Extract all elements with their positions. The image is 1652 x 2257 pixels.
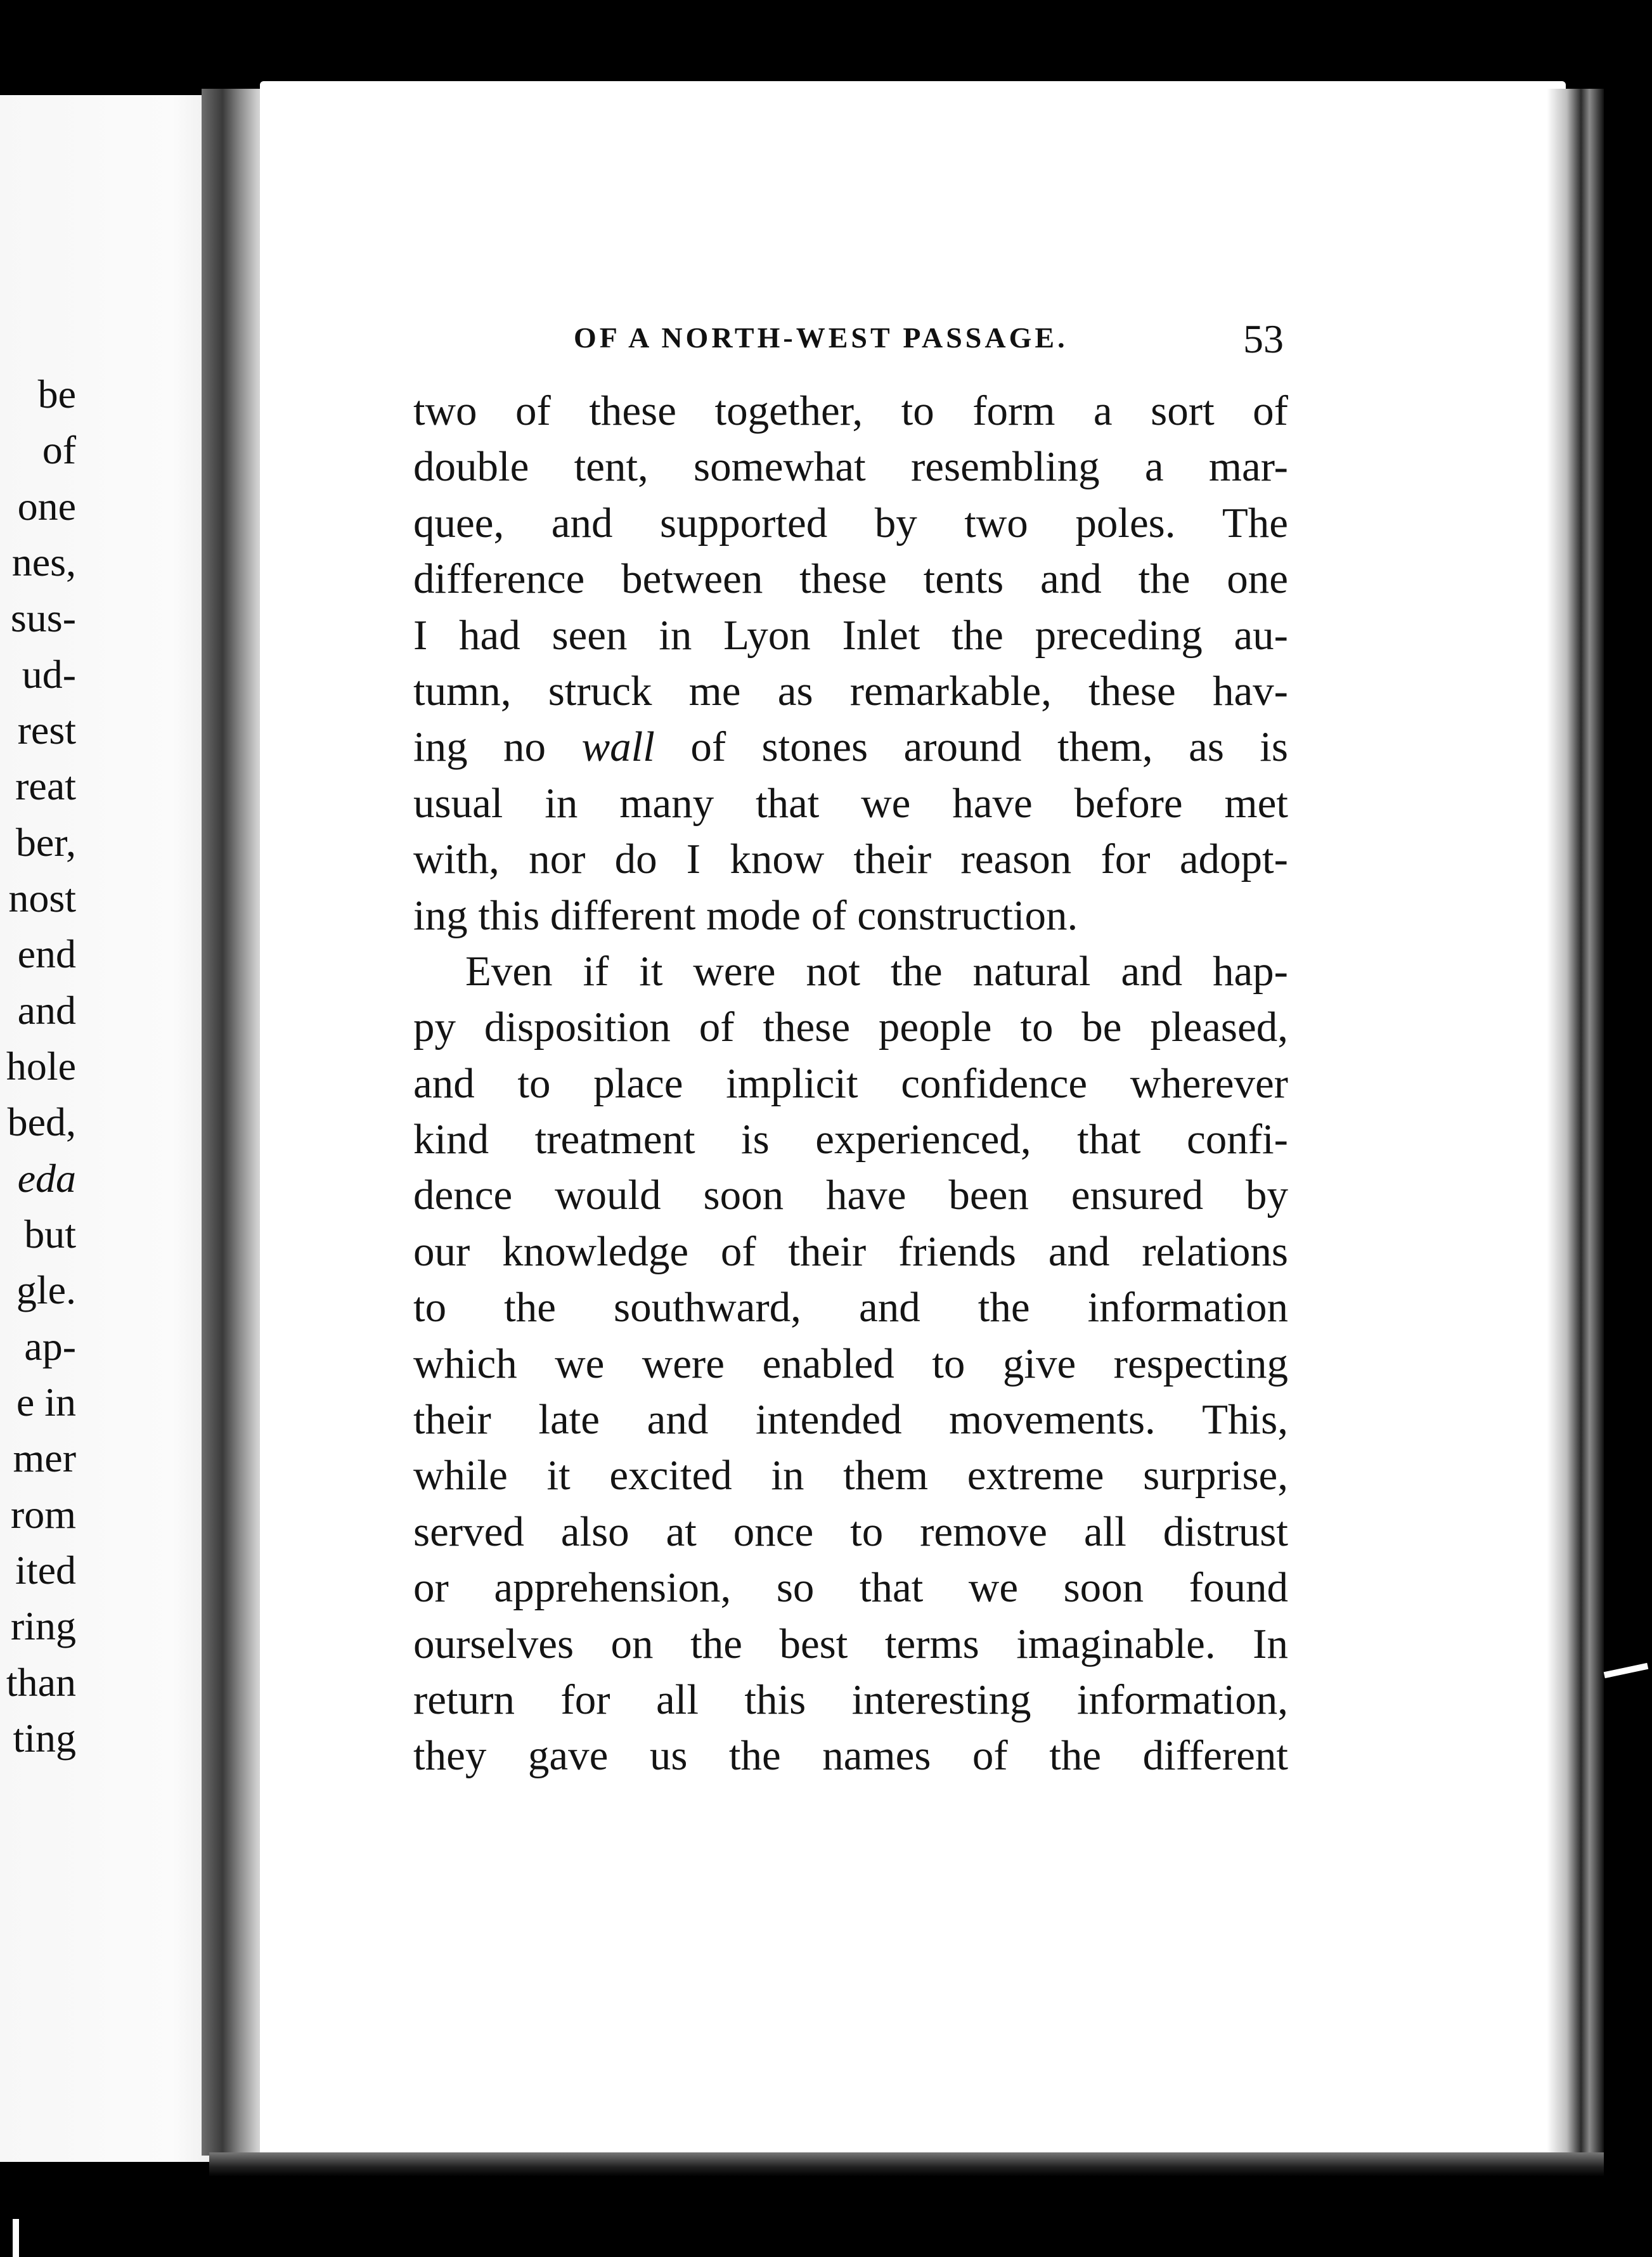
left-line: than xyxy=(6,1660,76,1705)
left-line: ring xyxy=(10,1603,76,1648)
left-line: gle. xyxy=(16,1267,76,1312)
text-line: kind treatment is experienced, that confi- xyxy=(413,1116,1288,1163)
text-line: I had seen in Lyon Inlet the preceding au- xyxy=(413,611,1288,659)
left-line: rest xyxy=(17,708,76,753)
body-text xyxy=(413,383,1288,1784)
text-line: and to place implicit confidence wherever xyxy=(413,1059,1288,1107)
text-run: of stones around them, as is xyxy=(654,723,1288,771)
text-line: ourselves on the best terms imaginable. In xyxy=(413,1620,1288,1667)
text-line: two of these together, to form a sort of xyxy=(413,387,1288,434)
text-line: their late and intended movements. This, xyxy=(413,1396,1288,1444)
left-line: nost xyxy=(8,876,76,921)
left-line: but xyxy=(24,1212,76,1257)
text-line: which we were enabled to give respecting xyxy=(413,1340,1288,1387)
page-edge-shadow xyxy=(1547,89,1604,2156)
left-line: sus- xyxy=(10,595,76,640)
italic-word: wall xyxy=(581,723,655,771)
left-line: hole xyxy=(6,1044,76,1089)
text-line: our knowledge of their friends and relations xyxy=(413,1227,1288,1275)
left-line: ited xyxy=(15,1548,76,1593)
left-line: be xyxy=(37,372,76,417)
text-line: with, nor do I know their reason for adopt- xyxy=(413,836,1288,883)
text-line: usual in many that we have before met xyxy=(413,779,1288,827)
text-line: return for all this interesting information, xyxy=(413,1676,1288,1723)
text-line: served also at once to remove all distrust xyxy=(413,1508,1288,1555)
left-line: of xyxy=(42,427,76,472)
left-line: and xyxy=(17,988,76,1033)
running-head xyxy=(574,316,1284,360)
text-line: they gave us the names of the different xyxy=(413,1732,1288,1780)
left-line: ap- xyxy=(24,1324,76,1369)
text-line: tumn, struck me as remarkable, these hav- xyxy=(413,667,1288,715)
page-number: 53 xyxy=(1243,316,1284,361)
text-line: double tent, somewhat resembling a mar- xyxy=(413,443,1288,491)
text-line: ing this different mode of construction. xyxy=(413,891,1078,939)
running-title: OF A NORTH-WEST PASSAGE. xyxy=(574,321,1068,354)
text-line: difference between these tents and the one xyxy=(413,555,1288,603)
text-line: quee, and supported by two poles. The xyxy=(413,499,1288,546)
page-bottom-edge xyxy=(209,2152,1604,2176)
text-line: while it excited in them extreme surprise, xyxy=(413,1452,1288,1499)
text-line: dence would soon have been ensured by xyxy=(413,1172,1288,1219)
text-run: ing no xyxy=(413,723,582,771)
left-line: end xyxy=(17,931,76,976)
left-line: nes, xyxy=(11,540,76,585)
left-line: e in xyxy=(16,1380,76,1425)
left-line: ber, xyxy=(15,820,76,865)
left-line: ting xyxy=(13,1716,76,1761)
text-line xyxy=(413,719,1288,775)
left-line: rom xyxy=(10,1492,76,1537)
scan-artifact xyxy=(1604,1663,1649,1678)
left-line: one xyxy=(17,484,76,529)
left-line: mer xyxy=(13,1435,76,1480)
left-line: reat xyxy=(15,763,76,808)
text-line: py disposition of these people to be pleased, xyxy=(413,1004,1288,1051)
scan-artifact xyxy=(13,2219,19,2257)
left-line: eda xyxy=(17,1156,76,1201)
text-line: to the southward, and the information xyxy=(413,1284,1288,1331)
left-line: bed, xyxy=(7,1099,76,1144)
text-line: or apprehension, so that we soon found xyxy=(413,1564,1288,1612)
left-line: ud- xyxy=(22,652,76,697)
paragraph-start-line: Even if it were not the natural and hap- xyxy=(465,947,1288,995)
